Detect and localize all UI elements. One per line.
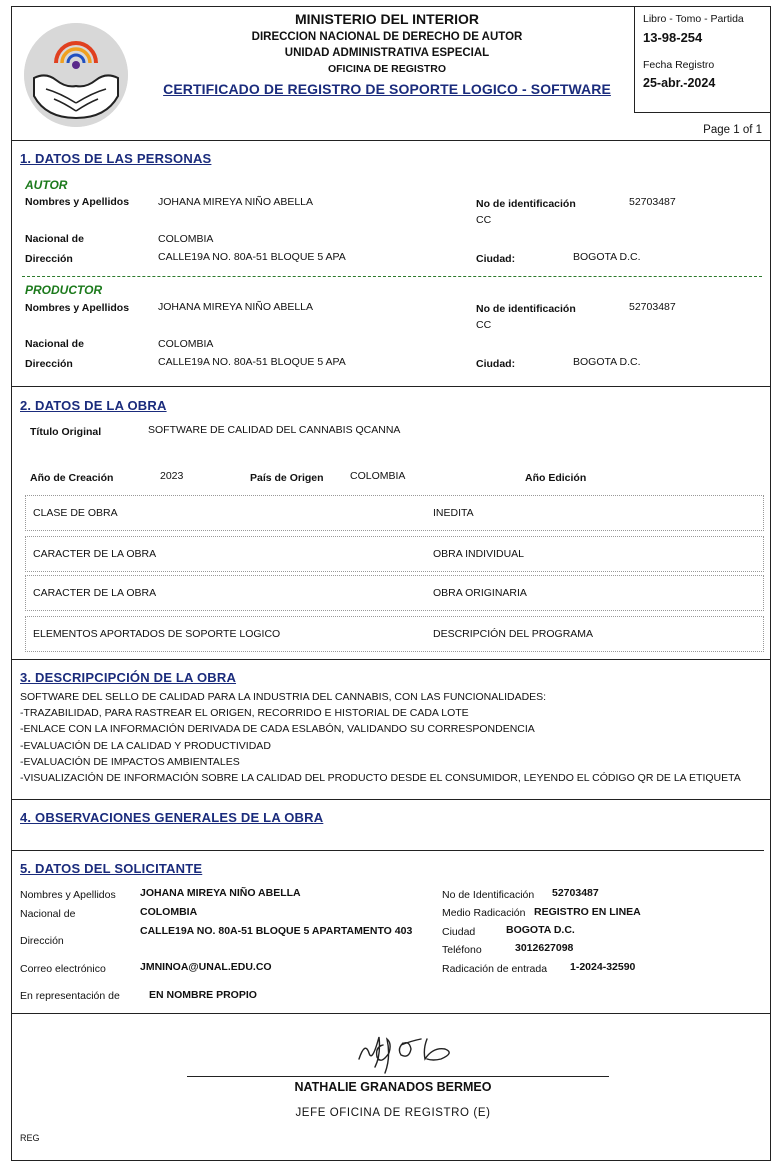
hands-emblem-icon	[24, 23, 128, 127]
edition-year-label: Año Edición	[525, 472, 587, 484]
divider	[12, 850, 764, 851]
description-line: -ENLACE CON LA INFORMACIÓN DERIVADA DE CADA ESLABÓN, VALIDANDO SU CORRESPONDENCIA	[20, 723, 535, 736]
applicant-phone-label: Teléfono	[442, 944, 482, 956]
filing-medium-value: REGISTRO EN LINEA	[534, 906, 641, 918]
producer-id-label: No de identificación	[476, 303, 576, 315]
office-name: OFICINA DE REGISTRO	[327, 63, 447, 75]
section5-title: 5. DATOS DEL SOLICITANTE	[20, 861, 203, 876]
author-address: CALLE19A NO. 80A-51 BLOQUE 5 APA	[158, 251, 346, 263]
representation-label: En representación de	[20, 990, 120, 1002]
applicant-nationality-label: Nacional de	[20, 908, 76, 920]
row-value: INEDITA	[433, 507, 474, 519]
applicant-city-label: Ciudad	[442, 926, 476, 938]
author-city: BOGOTA D.C.	[573, 251, 641, 263]
signature-line	[187, 1076, 609, 1077]
unit-name: UNIDAD ADMINISTRATIVA ESPECIAL	[284, 47, 490, 59]
producer-city-label: Ciudad:	[476, 358, 516, 370]
work-character-row	[25, 575, 764, 611]
applicant-name-label: Nombres y Apellidos	[20, 889, 116, 901]
applicant-nationality: COLOMBIA	[140, 906, 198, 918]
producer-nationality: COLOMBIA	[158, 338, 214, 350]
row-value: OBRA INDIVIDUAL	[433, 548, 525, 560]
author-id-type: CC	[476, 214, 492, 226]
registry-box	[634, 7, 771, 113]
applicant-name: JOHANA MIREYA NIÑO ABELLA	[140, 887, 301, 899]
book-value: 13-98-254	[643, 30, 703, 45]
book-label: Libro - Tomo - Partida	[643, 13, 744, 25]
description-line: SOFTWARE DEL SELLO DE CALIDAD PARA LA INDUSTRIA DEL CANNABIS, CON LAS FUNCIONALIDADES:	[20, 691, 547, 703]
row-key: ELEMENTOS APORTADOS DE SOPORTE LOGICO	[33, 628, 281, 640]
date-value: 25-abr.-2024	[643, 76, 716, 90]
producer-name: JOHANA MIREYA NIÑO ABELLA	[158, 301, 314, 313]
creation-year-label: Año de Creación	[30, 472, 114, 484]
handwritten-signature-icon	[287, 1019, 517, 1081]
row-value: OBRA ORIGINARIA	[433, 587, 527, 599]
work-title-value: SOFTWARE DE CALIDAD DEL CANNABIS QCANNA	[148, 424, 401, 436]
applicant-email: JMNINOA@UNAL.EDU.CO	[140, 961, 272, 973]
signer-name: NATHALIE GRANADOS BERMEO	[294, 1080, 492, 1094]
certificate-page	[11, 6, 771, 1161]
work-class-row	[25, 495, 764, 531]
description-line: -EVALUACIÓN DE IMPACTOS AMBIENTALES	[20, 755, 240, 768]
footer-code: REG	[20, 1133, 40, 1143]
description-line: -TRAZABILIDAD, PARA RASTREAR EL ORIGEN, RECORRIDO E HISTORIAL DE CADA LOTE	[20, 707, 469, 720]
section2-title: 2. DATOS DE LA OBRA	[20, 398, 167, 413]
dashed-separator	[22, 276, 762, 277]
producer-id-value: 52703487	[629, 301, 676, 313]
applicant-email-label: Correo electrónico	[20, 963, 106, 975]
creation-year-value: 2023	[160, 470, 184, 482]
divider	[12, 140, 770, 141]
description-line: -EVALUACIÓN DE LA CALIDAD Y PRODUCTIVIDAD	[20, 739, 271, 752]
filing-number-label: Radicación de entrada	[442, 963, 548, 975]
work-title-label: Título Original	[30, 426, 102, 438]
author-id-value: 52703487	[629, 196, 676, 208]
representation-value: EN NOMBRE PROPIO	[149, 989, 257, 1001]
work-description	[20, 689, 763, 786]
producer-address-label: Dirección	[25, 358, 73, 370]
applicant-phone: 3012627098	[515, 942, 574, 954]
section1-title: 1. DATOS DE LAS PERSONAS	[20, 151, 212, 166]
filing-number-value: 1-2024-32590	[570, 961, 636, 973]
applicant-address-label: Dirección	[20, 935, 64, 947]
row-value: DESCRIPCIÓN DEL PROGRAMA	[433, 628, 594, 640]
divider	[12, 659, 770, 660]
software-elements-row	[25, 616, 764, 652]
origin-country-label: País de Origen	[250, 472, 324, 484]
row-key: CARACTER DE LA OBRA	[33, 587, 157, 599]
applicant-city: BOGOTA D.C.	[506, 924, 575, 936]
section4-title: 4. OBSERVACIONES GENERALES DE LA OBRA	[20, 810, 324, 825]
certificate-title: CERTIFICADO DE REGISTRO DE SOPORTE LOGICO - SOFTWARE	[163, 81, 611, 97]
producer-address: CALLE19A NO. 80A-51 BLOQUE 5 APA	[158, 356, 346, 368]
producer-city: BOGOTA D.C.	[573, 356, 641, 368]
producer-name-label: Nombres y Apellidos	[25, 302, 130, 314]
applicant-id-label: No de Identificación	[442, 889, 535, 901]
work-character-row	[25, 536, 764, 572]
author-name: JOHANA MIREYA NIÑO ABELLA	[158, 196, 314, 208]
author-city-label: Ciudad:	[476, 253, 516, 265]
signer-role: JEFE OFICINA DE REGISTRO (E)	[295, 1107, 491, 1119]
author-nationality: COLOMBIA	[158, 233, 214, 245]
author-address-label: Dirección	[25, 253, 73, 265]
author-role: AUTOR	[25, 178, 68, 192]
header-block	[142, 9, 632, 97]
page-counter: Page 1 of 1	[703, 124, 762, 136]
ministry-name: MINISTERIO DEL INTERIOR	[294, 11, 480, 27]
origin-country-value: COLOMBIA	[350, 470, 406, 482]
producer-id-type: CC	[476, 319, 492, 331]
producer-role: PRODUCTOR	[25, 283, 103, 297]
divider	[12, 1013, 770, 1014]
row-key: CLASE DE OBRA	[33, 507, 118, 519]
author-id-label: No de identificación	[476, 198, 576, 210]
filing-medium-label: Medio Radicación	[442, 907, 526, 919]
direction-name: DIRECCION NACIONAL DE DERECHO DE AUTOR	[251, 31, 523, 43]
description-line: -VISUALIZACIÓN DE INFORMACIÓN SOBRE LA CALIDAD DEL PRODUCTO DESDE EL CONSUMIDOR, LEYENDO EL CÓDIGO QR DE LA ETIQUETA	[20, 772, 741, 785]
divider	[12, 799, 770, 800]
applicant-id-value: 52703487	[552, 887, 599, 899]
applicant-address: CALLE19A NO. 80A-51 BLOQUE 5 APARTAMENTO 403	[140, 925, 413, 937]
row-key: CARACTER DE LA OBRA	[33, 548, 157, 560]
producer-nationality-label: Nacional de	[25, 338, 84, 350]
date-label: Fecha Registro	[643, 59, 715, 71]
author-nationality-label: Nacional de	[25, 233, 84, 245]
section3-title: 3. DESCRIPCIPCIÓN DE LA OBRA	[20, 670, 237, 685]
author-name-label: Nombres y Apellidos	[25, 196, 130, 208]
divider	[12, 386, 770, 387]
